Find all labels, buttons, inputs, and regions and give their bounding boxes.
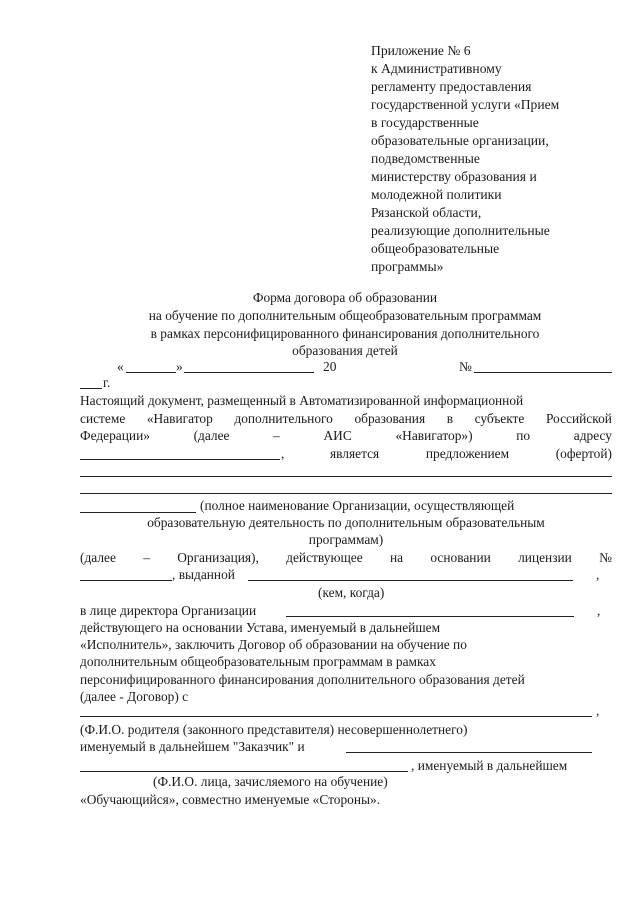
appendix-line: реализующие дополнительные [371, 223, 550, 238]
appendix-line: образовательные организации, [371, 133, 549, 148]
word: – [273, 428, 280, 443]
director-name-blank[interactable] [286, 616, 574, 617]
word: в [446, 411, 454, 426]
issued-hint: (кем, когда) [318, 585, 385, 600]
word: – [143, 550, 150, 565]
appendix-line: общеобразовательные [371, 241, 500, 256]
word: субъекте [474, 411, 525, 426]
appendix-line: регламенту предоставления [371, 79, 532, 94]
date-close-quote: » [176, 359, 183, 374]
appendix-line: министерству образования и [371, 169, 537, 184]
word: АИС [323, 428, 352, 443]
number-sign: № [459, 359, 472, 374]
word: Российской [545, 411, 612, 426]
contract-number-blank[interactable] [474, 372, 612, 373]
word: (далее [80, 550, 116, 565]
body-line: (далее - Договор) с [80, 689, 189, 704]
body-line: персонифицированного финансирования дополнительного образования детей [80, 672, 525, 687]
appendix-line: к Административному [371, 61, 502, 76]
org-name-blank[interactable] [80, 476, 612, 477]
appendix-line: государственной услуги «Прием [371, 97, 560, 112]
word: адресу [573, 428, 612, 443]
appendix-line: в государственные [371, 115, 479, 130]
word: (далее [193, 428, 230, 443]
parent-name-blank[interactable] [80, 716, 592, 717]
student-name-blank[interactable] [346, 752, 592, 753]
appendix-line: программы» [371, 259, 444, 274]
body-line: дополнительным общеобразовательным программам в рамках [80, 654, 436, 669]
word: лицензии [518, 550, 572, 565]
word: (офертой) [555, 446, 612, 461]
year-blank[interactable] [80, 388, 102, 389]
org-name-blank[interactable] [80, 493, 612, 494]
appendix-line: Рязанской области, [371, 205, 482, 220]
org-name-blank[interactable] [80, 512, 196, 513]
org-hint: образовательную деятельность по дополнительным образовательным [147, 515, 545, 530]
word: «Навигатор [146, 411, 213, 426]
day-blank[interactable] [126, 372, 176, 373]
comma: , [596, 703, 600, 718]
word: образования [354, 411, 426, 426]
address-blank[interactable] [80, 459, 280, 460]
word: основании [430, 550, 491, 565]
word: дополнительного [234, 411, 333, 426]
parent-hint: (Ф.И.О. родителя (законного представителя) несовершеннолетнего) [80, 722, 468, 737]
word: по [516, 428, 531, 443]
form-title: Форма договора об образовании [252, 290, 438, 305]
word: № [599, 550, 612, 565]
date-open-quote: « [117, 359, 124, 374]
year-prefix: 20 [323, 359, 337, 374]
appendix-line: подведомственные [371, 151, 480, 166]
word: системе [80, 411, 126, 426]
org-hint: (полное наименование Организации, осуществляющей [200, 498, 515, 513]
word: Организация), [177, 550, 259, 565]
form-subtitle: на обучение по дополнительным общеобразовательным программам [148, 308, 542, 323]
customer-line: именуемый в дальнейшем "Заказчик" и [80, 739, 305, 754]
form-subtitle: образования детей [292, 343, 398, 358]
comma: , [597, 603, 601, 618]
appendix-line: Приложение № 6 [371, 43, 471, 58]
year-suffix: г. [103, 375, 111, 390]
parties-line: «Обучающийся», совместно именуемые «Стороны». [80, 792, 381, 807]
director-label: в лице директора Организации [80, 603, 257, 618]
student-name-blank[interactable] [80, 771, 408, 772]
word: на [389, 550, 404, 565]
month-blank[interactable] [184, 372, 314, 373]
issued-label: , выданной [172, 567, 235, 582]
intro-line [80, 411, 612, 427]
body-line: действующего на основании Устава, именуемый в дальнейшем [80, 620, 441, 635]
intro-line [80, 428, 612, 444]
student-hint: (Ф.И.О. лица, зачисляемого на обучение) [153, 774, 388, 789]
comma: , [281, 446, 285, 461]
intro-line [330, 446, 612, 462]
word: Федерации» [80, 428, 150, 443]
form-subtitle: в рамках персонифицированного финансирования дополнительного [150, 326, 540, 341]
word: действующее [286, 550, 363, 565]
issued-by-blank[interactable] [248, 580, 573, 581]
intro-line: Настоящий документ, размещенный в Автоматизированной информационной [80, 393, 524, 408]
word: является [330, 446, 380, 461]
body-line: «Исполнитель», заключить Договор об образовании на обучение по [80, 637, 467, 652]
word: предложением [425, 446, 510, 461]
comma: , [596, 567, 600, 582]
appendix-line: молодежной политики [371, 187, 502, 202]
license-line [80, 550, 612, 566]
hereinafter-label: , именуемый в дальнейшем [411, 758, 568, 773]
license-number-blank[interactable] [80, 580, 172, 581]
org-hint: программам) [308, 532, 384, 547]
word: «Навигатор») [395, 428, 473, 443]
